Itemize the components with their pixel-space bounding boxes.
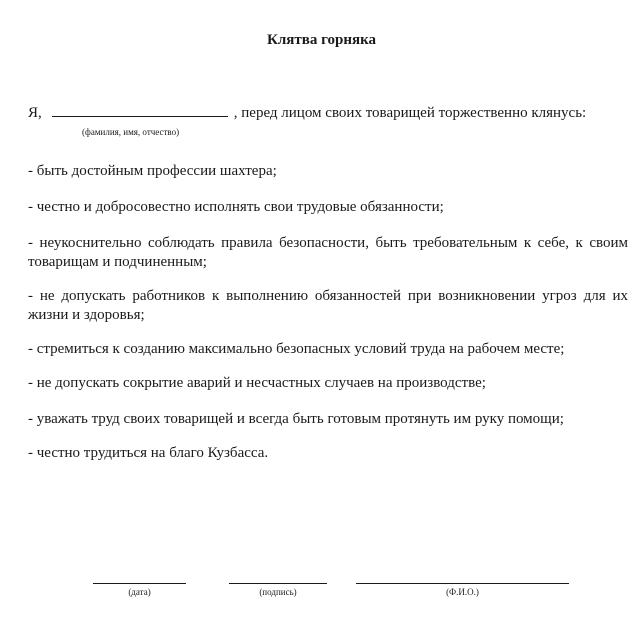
name-hint: (фамилия, имя, отчество) [82,127,180,137]
document-title: Клятва горняка [266,32,377,48]
intro-text: , перед лицом своих товарищей торжественно клянусь: [233,105,587,121]
signature-label: (подпись) [259,587,297,597]
fio-label: (Ф.И.О.) [446,587,479,597]
oath-items-list [28,162,628,480]
signature-blank-line[interactable] [229,583,327,584]
oath-item: - не допускать сокрытие аварий и несчастных случаев на производстве; [28,375,486,391]
oath-item: - не допускать работников к выполнению обязанностей при возникновении угроз для их жизни и здоровья; [28,288,628,323]
oath-item: - честно и добросовестно исполнять свои трудовые обязанности; [28,199,444,215]
oath-item: - быть достойным профессии шахтера; [28,163,277,179]
oath-item: - неукоснительно соблюдать правила безопасности, быть требовательным к себе, к своим товарищам и подчиненным; [28,235,628,270]
oath-intro [28,104,628,122]
intro-pronoun: Я, [28,105,42,121]
oath-item: - стремиться к созданию максимально безопасных условий труда на рабочем месте; [28,341,565,357]
name-blank-line[interactable] [52,104,228,117]
date-blank-line[interactable] [93,583,186,584]
fio-blank-line[interactable] [356,583,569,584]
oath-item: - уважать труд своих товарищей и всегда быть готовым протянуть им руку помощи; [28,411,564,427]
oath-item: - честно трудиться на благо Кузбасса. [28,445,269,461]
date-label: (дата) [128,587,151,597]
